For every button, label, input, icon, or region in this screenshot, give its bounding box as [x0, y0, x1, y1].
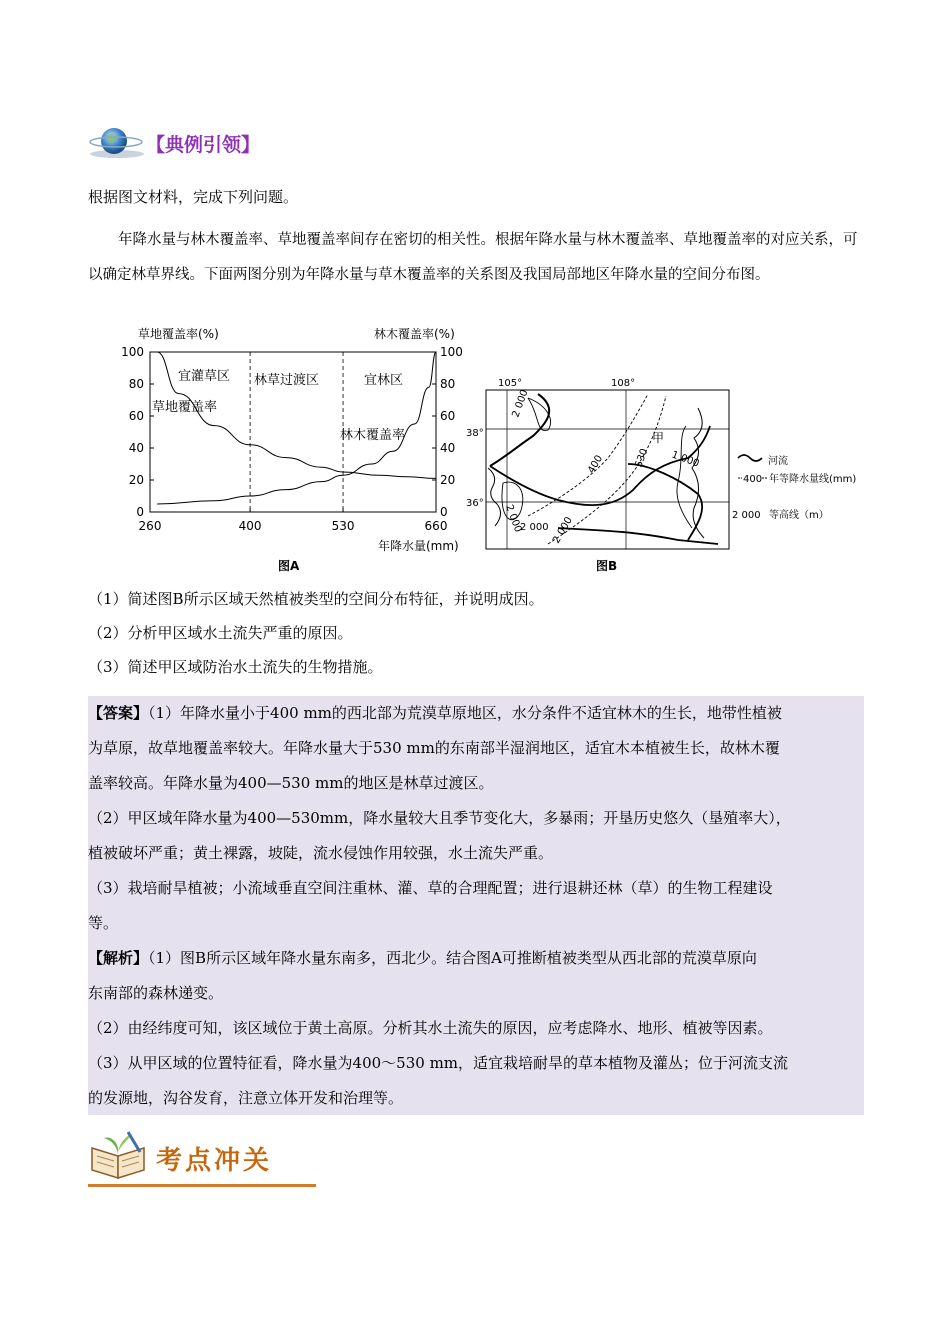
right-axis-title: 林木覆盖率(%)	[374, 327, 455, 341]
y-tick-label-right: 80	[440, 377, 456, 391]
legend-isohyet-value: 400	[743, 474, 763, 485]
answer-line-5: 植被破坏严重；黄土裸露，坡陡，流水侵蚀作用较强，水土流失严重。	[88, 844, 554, 862]
legend-river-label: 河流	[768, 456, 788, 467]
x-tick-label: 400	[238, 519, 262, 533]
map-legend	[732, 454, 856, 521]
x-tick-label: 660	[424, 519, 448, 533]
y-tick-label-left: 100	[121, 345, 144, 359]
analysis-line-2: 东南部的森林递变。	[88, 984, 224, 1002]
intro-text: 根据图文材料，完成下列问题。	[88, 188, 299, 206]
figure-a-chart	[121, 326, 463, 573]
contour-label-2000-a: 2 000	[510, 388, 531, 420]
y-tick-label-left: 40	[128, 441, 144, 455]
open-book-icon	[88, 1130, 152, 1182]
figure-a-caption: 图A	[278, 559, 300, 573]
contour-label-1000: 1 000	[669, 449, 701, 470]
y-tick-label-right: 20	[440, 473, 456, 487]
isohyet-label-400: 400	[586, 453, 606, 476]
analysis-text-1: （1）图B所示区域年降水量东南多，西北少。结合图A可推断植被类型从西北部的荒漠草原向	[148, 949, 757, 967]
legend-contour-value: 2 000	[732, 510, 761, 521]
y-tick-label-left: 0	[136, 505, 144, 519]
y-tick-label-left: 80	[128, 377, 144, 391]
contour-label-2000-c: 2 000	[520, 522, 549, 533]
analysis-tag: 【解析】	[88, 949, 149, 967]
contour-label-2000-d: 2 000	[551, 515, 575, 546]
figure-b-map	[466, 378, 856, 573]
answer-line-3: 盖率较高。年降水量为400—530 mm的地区是林草过渡区。	[88, 774, 494, 792]
zone-label-forest: 宜林区	[364, 373, 404, 388]
isohyet-label-530: 530	[633, 447, 651, 470]
answer-line-6: （3）栽培耐旱植被；小流域垂直空间注重林、灌、草的合理配置；进行退耕还林（草）的生物工程建设	[88, 879, 773, 897]
answer-box	[88, 696, 864, 1115]
figure-b-caption: 图B	[596, 559, 618, 573]
analysis-line-1	[88, 941, 864, 976]
answer-line-7: 等。	[88, 914, 119, 932]
question-2: （2）分析甲区域水土流失严重的原因。	[88, 624, 353, 642]
contour-label-2000-b: 2 000	[503, 503, 524, 534]
legend-river-symbol	[738, 455, 762, 461]
legend-contour-label: 等高线（m）	[769, 510, 829, 521]
question-1: （1）简述图B所示区域天然植被类型的空间分布特征，并说明成因。	[88, 590, 544, 608]
y-tick-label-right: 40	[440, 441, 456, 455]
lon-label-108: 108°	[611, 378, 636, 389]
y-tick-label-right: 60	[440, 409, 456, 423]
lat-label-38: 38°	[466, 428, 484, 439]
figures	[88, 318, 864, 580]
zone-label-shrub-grass: 宜灌草区	[178, 369, 231, 384]
globe-icon	[88, 124, 146, 160]
curve-label-forest: 林木覆盖率	[340, 428, 406, 443]
answer-text-1: （1）年降水量小于400 mm的西北部为荒漠草原地区，水分条件不适宜林木的生长，地带性植被	[148, 704, 782, 722]
answer-line-2: 为草原，故草地覆盖率较大。年降水量大于530 mm的东南部半湿润地区，适宜木本植被生长，故林木覆	[88, 739, 780, 757]
footer-underline	[88, 1184, 316, 1187]
x-tick-label: 530	[331, 519, 355, 533]
footer-title: 考点冲关	[156, 1146, 273, 1176]
analysis-line-5: 的发源地，沟谷发育，注意立体开发和治理等。	[88, 1089, 404, 1107]
zone-label-transition: 林草过渡区	[254, 373, 320, 388]
place-label-jia: 甲	[652, 431, 665, 445]
y-tick-label-right: 100	[440, 345, 463, 359]
analysis-line-3: （2）由经纬度可知，该区域位于黄土高原。分析其水土流失的原因，应考虑降水、地形、植被等因素。	[88, 1019, 773, 1037]
curve-label-grass: 草地覆盖率	[152, 400, 218, 415]
footer-heading	[88, 1126, 328, 1190]
x-axis-title: 年降水量(mm)	[378, 539, 459, 553]
answer-line-4: （2）甲区域年降水量为400—530mm，降水量较大且季节变化大，多暴雨；开垦历史悠久（垦殖率大），	[88, 809, 791, 827]
lon-label-105: 105°	[498, 378, 523, 389]
answer-line-1	[88, 696, 864, 731]
material-paragraph: 年降水量与林木覆盖率、草地覆盖率间存在密切的相关性。根据年降水量与林木覆盖率、草地覆盖率的对应关系，可以确定林草界线。下面两图分别为年降水量与草木覆盖率的关系图及我国局部地区年降水量的空间分布图。	[88, 232, 858, 283]
analysis-line-4: （3）从甲区域的位置特征看，降水量为400～530 mm，适宜栽培耐旱的草本植物及灌丛；位于河流支流	[88, 1054, 789, 1072]
y-tick-label-right: 0	[440, 505, 448, 519]
legend-isohyet-label: 年等降水量线(mm)	[769, 474, 857, 485]
section-title: 【典例引领】	[146, 134, 261, 156]
lat-label-36: 36°	[466, 498, 484, 509]
left-axis-title: 草地覆盖率(%)	[138, 327, 219, 341]
x-tick-label: 260	[138, 519, 162, 533]
question-3: （3）简述甲区域防治水土流失的生物措施。	[88, 658, 383, 676]
answer-tag: 【答案】	[88, 704, 149, 722]
y-tick-label-left: 20	[128, 473, 144, 487]
y-tick-label-left: 60	[128, 409, 144, 423]
